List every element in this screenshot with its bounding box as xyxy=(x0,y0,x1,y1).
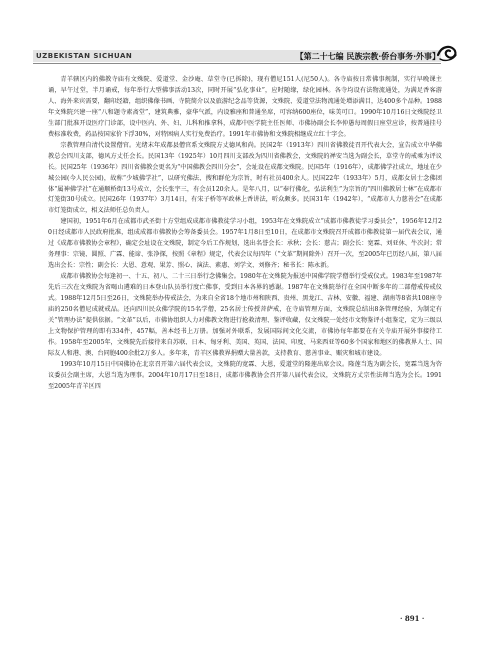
paragraph-monasteries: 青羊辖区内的佛教寺庙有文殊院、爱道堂、金沙庵、草堂寺(已拆除)，现有僧尼151人(尼50人)。各寺庙按日常佛事规制，实行早晚课主诵，早午过堂，半月诵戒，每年举行大型佛事活动13次，同时开展“弘化事业”，应时随缘，绿化园林。各寺均设有法物流通处，为满足香客游人、海外来宾需要，翻印经籍，组织佛像书画、寺院简介以及旅游纪念品等货源，文殊院、爱道堂法物流通处增添满目，达400多个品种。1988年文殊院兴建一座“八和题寺素斋堂”，建筑典雅，豪华气派，内设雅座和普通坐席，可容纳600座位，味美可口。1990年10月16日文殊院经卫生部门批准开设医疗门诊部，设中医内、外、妇、儿科和推拿科，成都中医学院主任医师、市佛协副会长李仲愚每周假日座堂应诊，按普通挂号费标准收费，药品按国家价下浮30%，对特困病人实行免费治疗。1991年市佛协和文殊院相继成立红十字会。 xyxy=(48,76,442,138)
article-body xyxy=(48,75,442,393)
paragraph-national-congress: 1993年10月15日中国佛协在北京召开第六届代表会议，文殊院的宽霖、大恩，爱道堂的隆莲出席会议。隆莲当选为副会长，宽霖当选为咨议委员会副主席，大恩当选为理事。2004年10月17日至18日，成都市佛教协会召开第八届代表会议，文殊院方丈宗性法师当选为会长。1991至2005年青羊区四 xyxy=(48,360,442,390)
running-header-title: 【第二十七编 民族宗教·侨台事务·外事】 xyxy=(295,51,440,61)
page-number: · 891 · xyxy=(400,614,425,623)
header-divider-line xyxy=(33,63,441,64)
running-header-left: UZBEKISTAN SICHUAN xyxy=(36,52,133,60)
paragraph-religious-management: 宗教管理自清代设置僧官。光绪末年成都县僧官系文殊院方丈德风和尚。民国2年（1913年）四川省佛教徒召开代表大会，宣告成立中华佛教总会四川支部，德风方丈任会长。民国13年（1925年）10月四川支部改为四川省佛教会，文殊院的禅安当选为副会长，草堂寺的戒乘为评议长。民国25年（1936年）四川省佛教会更名为“中国佛教会四川分会”，会址设在成都文殊院。民国5年（1916年），成都佛学社成立，地址在少城公园(今人民公园)，故称“少城佛学社”，以研究佛法、搜和群伦为宗旨，时有社员400余人。民国22年（1933年）5月，成都女居士念佛团体“属神佛学社”在通顺桥街13号成立，会长张宇三，有会员120余人。是年八月，以“奉行佛化，弘法利生”为宗旨的“四川佛教居士林”在成都市灯笼街30号成立。民国26年（1937年）3月14日，有宋子桥等军政林上香讲法，听众颇多。民国31年（1942年），“成都市人力慈善会”在成都市灯笼街成立，相义法师任总负责人。 xyxy=(48,141,442,215)
paragraph-post-1949-association: 建国初，1951年6月在成都市武圣街十方堂组成成都市佛教徒学习小组，1953年在文殊院成立“成都市佛教徒学习委员会”，1956年12月20日经成都市人民政府批准，组成成都市佛教协会筹备委员会。1957年1月8日至10日，在成都市文殊院召开成都市佛教徒第一届代表会议，通过《成都市佛教协会章程》，确定会址设在文殊院，制定今后工作规划，选出名誉会长：承秋；会长：慈吉；副会长：宽霖、刘亚休、牛次封；常务理事：宗镜、圆照、广霖、能谛、张净探，按照《章程》规定，代表会议每四年（“文革”期间除外）召开一次，至2005年已历经八届，第八届选出会长：宗性；副会长：大恩、意观、果芳、照心、演法、素惠、刘学文、刘修齐；秘书长：陈永新。 xyxy=(48,218,442,270)
paragraph-association-activities: 成都市佛教协会每逢初一、十五、初八、二十三日举行念佛集会。1980年在文殊院为报送中国佛学院学僧举行受戒仪式。1983年至1987年先后三次在文殊院为省喝山遴难的日本登山队员举行度亡佛事，受到日本各界的感谢。1987年在文殊院举行在全国中断多年的二部僧戒传戒仪式。1988年12月5日至26日，文殊院举办传戒法会，为来自全省18个地市州和陕西、贵州、黑龙江、吉林、安徽、福建、湖南等8省共108座寺庙的250名僧尼成就戒品。还向四川民众佛学院的15名学僧，25名居士传授菩萨戒，在寺庙管理方面，文殊院总结出8条管理经验，为制定有关“管理办法”提供依据。“文革”以后，市佛协组织人力对佛教文物进行抢救清理、鉴评收藏，仅文殊院一处经市文物鉴评小组鉴定，定为三级以上文物保护管理的即有334件，457幅，善本经书上万册。加强对外联系，发展国际间文化交流，市佛协每年都要在有关寺庙开展外事接待工作。1958年至2005年，文殊院先后接待来自苏联、日本、匈牙利、美国、英国、法国、印度、马来西亚等60多个国家和地区的佛教界人士、国际友人和港、澳、台同胞400余批2万多人。多年来，青羊区佛教界捐赠大量善款，支持教育、慈善事业、赈灾和城市建设。 xyxy=(48,273,442,357)
swirl-emblem-icon xyxy=(436,41,458,63)
